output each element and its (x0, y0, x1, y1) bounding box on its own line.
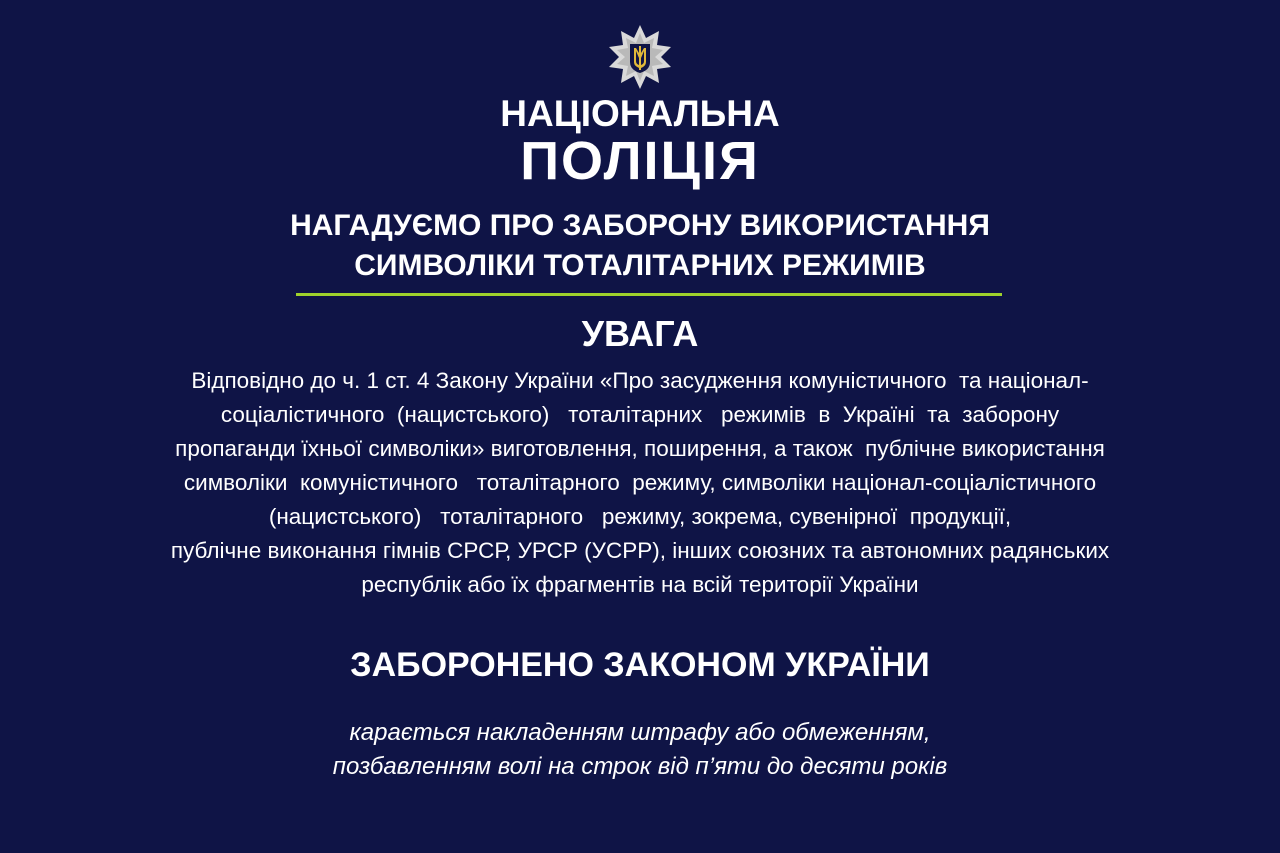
penalty-note-line: карається накладенням штрафу або обмеженням, (349, 719, 931, 746)
headline-underline (296, 293, 1002, 296)
attention-heading: УВАГА (581, 313, 699, 354)
law-paragraph-line: Відповідно до ч. 1 ст. 4 Закону України «Про засудження комуністичного та націонал- (191, 368, 1089, 393)
forbidden-heading: ЗАБОРОНЕНО ЗАКОНОМ УКРАЇНИ (350, 646, 930, 684)
headline-line2: СИМВОЛІКИ ТОТАЛІТАРНИХ РЕЖИМІВ (354, 249, 926, 282)
police-star-trident-icon (605, 24, 675, 90)
law-paragraph (40, 364, 1240, 602)
law-paragraph-line: публічне виконання гімнів СРСР, УРСР (УСРР), інших союзних та автономних радянських (170, 538, 1110, 563)
penalty-note (0, 716, 1280, 784)
headline-line1: НАГАДУЄМО ПРО ЗАБОРОНУ ВИКОРИСТАННЯ (290, 209, 990, 242)
law-paragraph-line: пропаганди їхньої символіки» виготовлення, поширення, а також публічне використання (175, 436, 1105, 461)
brand-title-line1: НАЦІОНАЛЬНА (500, 93, 780, 134)
law-paragraph-line: республік або їх фрагментів на всій території України (361, 572, 919, 597)
law-paragraph-line: (нацистського) тоталітарного режиму, зокрема, сувенірної продукції, (268, 504, 1012, 529)
brand-title-line2: ПОЛІЦІЯ (520, 131, 760, 191)
law-paragraph-line: символіки комуністичного тоталітарного режиму, символіки націонал-соціалістичного (183, 470, 1097, 495)
penalty-note-line: позбавленням волі на строк від п’яти до десяти років (332, 753, 948, 780)
law-paragraph-line: соціалістичного (нацистського) тоталітарних режимів в Україні та заборону (220, 402, 1060, 427)
